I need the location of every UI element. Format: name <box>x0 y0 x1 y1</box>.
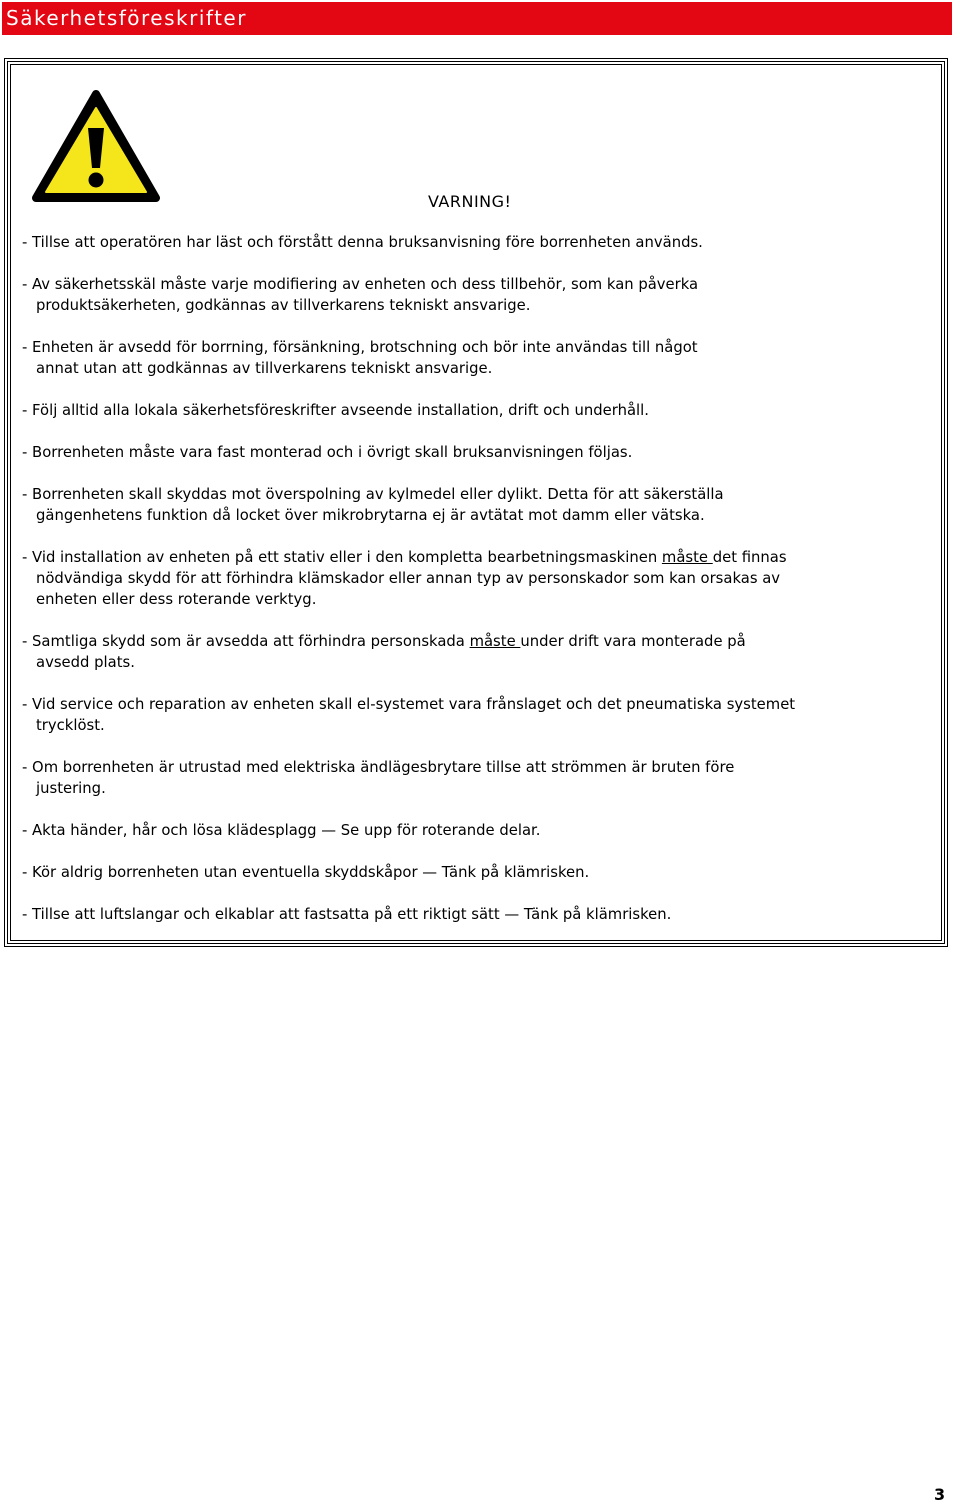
warning-box <box>4 58 948 947</box>
safety-rule-1: - Tillse att operatören har läst och förstått denna bruksanvisning före borrenheten används. <box>22 234 703 251</box>
safety-rule-8-end: under drift vara monterade på avsedd plats. <box>36 633 746 671</box>
safety-rule-3: - Enheten är avsedd för borrning, försänkning, brotschning och bör inte användas till något annat utan att godkännas av tillverkarens tekniskt ansvarige. <box>22 339 698 377</box>
safety-rule-8 <box>22 631 937 673</box>
safety-rules-list <box>22 232 937 946</box>
safety-rule-11: - Akta händer, hår och lösa klädesplagg — Se upp för roterande delar. <box>22 822 541 839</box>
safety-rule-7-end: det finnas nödvändiga skydd för att förhindra klämskador eller annan typ av personskador som kan orsakas av enheten eller dess roterande verktyg. <box>36 549 787 608</box>
safety-rule-7-emphasis: måste <box>661 549 713 566</box>
page-number: 3 <box>934 1485 946 1504</box>
safety-rule-2: - Av säkerhetsskäl måste varje modifiering av enheten och dess tillbehör, som kan påverka produktsäkerheten, godkännas av tillverkarens tekniskt ansvarige. <box>22 276 699 314</box>
safety-rule-8-emphasis: måste <box>469 633 521 650</box>
safety-rule-8-start: - Samtliga skydd som är avsedda att förhindra personskada <box>22 633 470 650</box>
safety-rule-9: - Vid service och reparation av enheten skall el-systemet vara frånslaget och det pneumatiska systemet trycklöst. <box>22 696 796 734</box>
warning-triangle-icon <box>30 88 162 206</box>
safety-rule-5: - Borrenheten måste vara fast monterad och i övrigt skall bruksanvisningen följas. <box>22 444 633 461</box>
safety-rule-10: - Om borrenheten är utrustad med elektriska ändlägesbrytare tillse att strömmen är bruten före justering. <box>22 759 735 797</box>
safety-rule-7 <box>22 547 937 610</box>
warning-heading: VARNING! <box>428 192 512 211</box>
safety-rule-6: - Borrenheten skall skyddas mot överspolning av kylmedel eller dylikt. Detta för att säkerställa gängenhetens funktion då locket över mikrobrytarna ej är avtätat mot damm eller vätska. <box>22 486 724 524</box>
safety-rule-13: - Tillse att luftslangar och elkablar att fastsatta på ett riktigt sätt — Tänk på klämrisken. <box>22 906 672 923</box>
page-header <box>2 2 952 35</box>
page-header-title: Säkerhetsföreskrifter <box>6 6 247 30</box>
safety-rule-12: - Kör aldrig borrenheten utan eventuella skyddskåpor — Tänk på klämrisken. <box>22 864 590 881</box>
safety-rule-4: - Följ alltid alla lokala säkerhetsföreskrifter avseende installation, drift och underhåll. <box>22 402 649 419</box>
safety-rule-7-start: - Vid installation av enheten på ett stativ eller i den kompletta bearbetningsmaskinen <box>22 549 662 566</box>
